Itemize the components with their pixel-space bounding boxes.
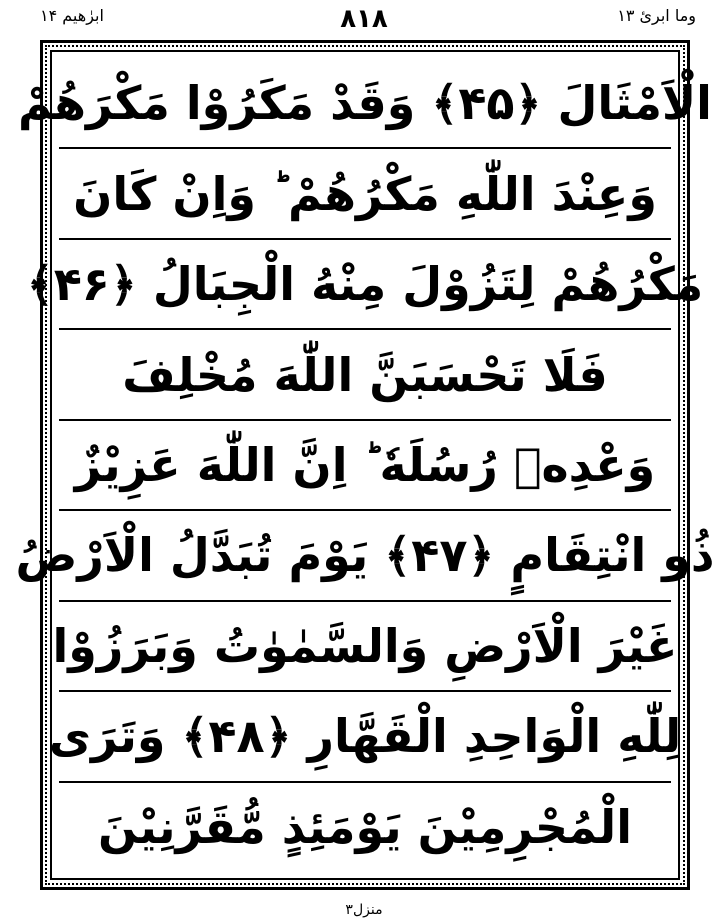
verse-line: الْاَمْثَالَ ﴿۴۵﴾ وَقَدْ مَكَرُوْا مَكْرَهُمْ — [59, 59, 671, 149]
surah-reference-right: وما ابرئ ۱۳ — [617, 6, 696, 25]
verse-line: الْمُجْرِمِيْنَ يَوْمَئِذٍ مُّقَرَّنِيْنَ — [98, 799, 632, 854]
page-number: ۸۱۸ — [340, 4, 388, 34]
manzil-marker: منزل۳ — [345, 902, 383, 918]
verse-line: مَكْرُهُمْ لِتَزُوْلَ مِنْهُ الْجِبَالُ ﴿۴۶﴾ — [59, 240, 671, 330]
verse-lines — [15, 59, 715, 871]
page-frame — [15, 40, 715, 890]
verse-line: وَعِنْدَ اللّٰهِ مَكْرُهُمْ ؕ وَاِنْ كَانَ — [59, 149, 671, 239]
verse-line: ذُو انْتِقَامٍ ﴿۴۷﴾ يَوْمَ تُبَدَّلُ الْاَرْضُ — [59, 511, 671, 601]
surah-reference-left: ابرٰھیم ۱۴ — [40, 6, 104, 25]
verse-line: لِلّٰهِ الْوَاحِدِ الْقَهَّارِ ﴿۴۸﴾ وَتَرَى — [59, 692, 671, 782]
verse-line: غَيْرَ الْاَرْضِ وَالسَّمٰوٰتُ وَبَرَزُوْا — [59, 602, 671, 692]
verse-line: وَعْدِهٖ رُسُلَهٗ ؕ اِنَّ اللّٰهَ عَزِيْزٌ — [59, 421, 671, 511]
verse-line: فَلَا تَحْسَبَنَّ اللّٰهَ مُخْلِفَ — [59, 330, 671, 420]
